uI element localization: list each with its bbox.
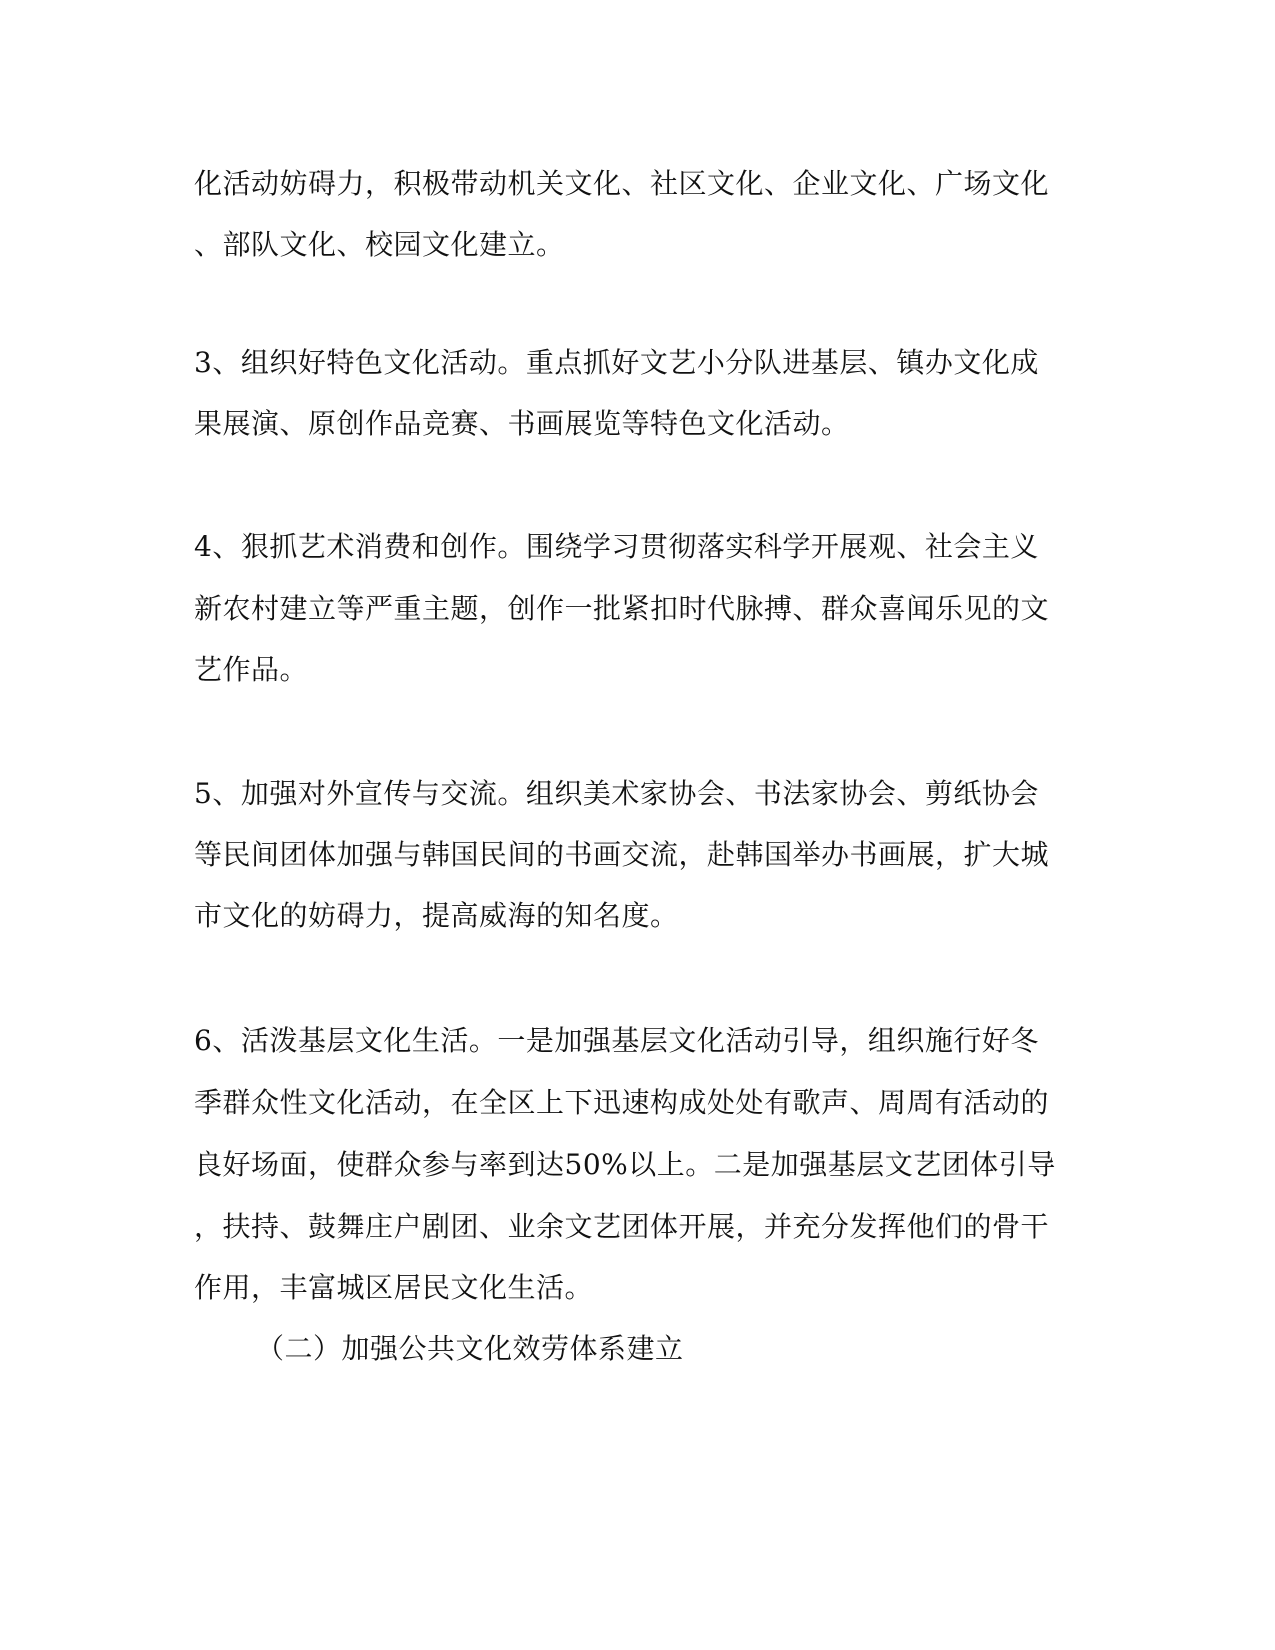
section-heading: （二）加强公共文化效劳体系建立 [256, 1332, 684, 1365]
text-line: 5、加强对外宣传与交流。组织美术家协会、书法家协会、剪纸协会 [194, 777, 1039, 810]
text-line: 6、活泼基层文化生活。一是加强基层文化活动引导，组织施行好冬 [194, 1024, 1039, 1057]
text-line: 等民间团体加强与韩国民间的书画交流，赴韩国举办书画展，扩大城 [194, 838, 1050, 871]
text-line: 新农村建立等严重主题，创作一批紧扣时代脉搏、群众喜闻乐见的文 [194, 592, 1050, 625]
text-line: 作用，丰富城区居民文化生活。 [194, 1271, 594, 1304]
text-line: 艺作品。 [194, 653, 309, 686]
text-line: 4、狠抓艺术消费和创作。围绕学习贯彻落实科学开展观、社会主义 [194, 530, 1039, 563]
text-line: 3、组织好特色文化活动。重点抓好文艺小分队进基层、镇办文化成 [194, 346, 1039, 379]
text-line: 季群众性文化活动，在全区上下迅速构成处处有歌声、周周有活动的 [194, 1086, 1050, 1119]
text-line: 果展演、原创作品竞赛、书画展览等特色文化活动。 [194, 407, 850, 440]
text-line: 良好场面，使群众参与率到达50%以上。二是加强基层文艺团体引导 [194, 1148, 1056, 1181]
text-line: 化活动妨碍力，积极带动机关文化、社区文化、企业文化、广场文化 [194, 167, 1050, 200]
text-line: ，扶持、鼓舞庄户剧团、业余文艺团体开展，并充分发挥他们的骨干 [194, 1210, 1050, 1243]
text-line: 、部队文化、校园文化建立。 [194, 228, 565, 261]
text-line: 市文化的妨碍力，提高威海的知名度。 [194, 899, 679, 932]
